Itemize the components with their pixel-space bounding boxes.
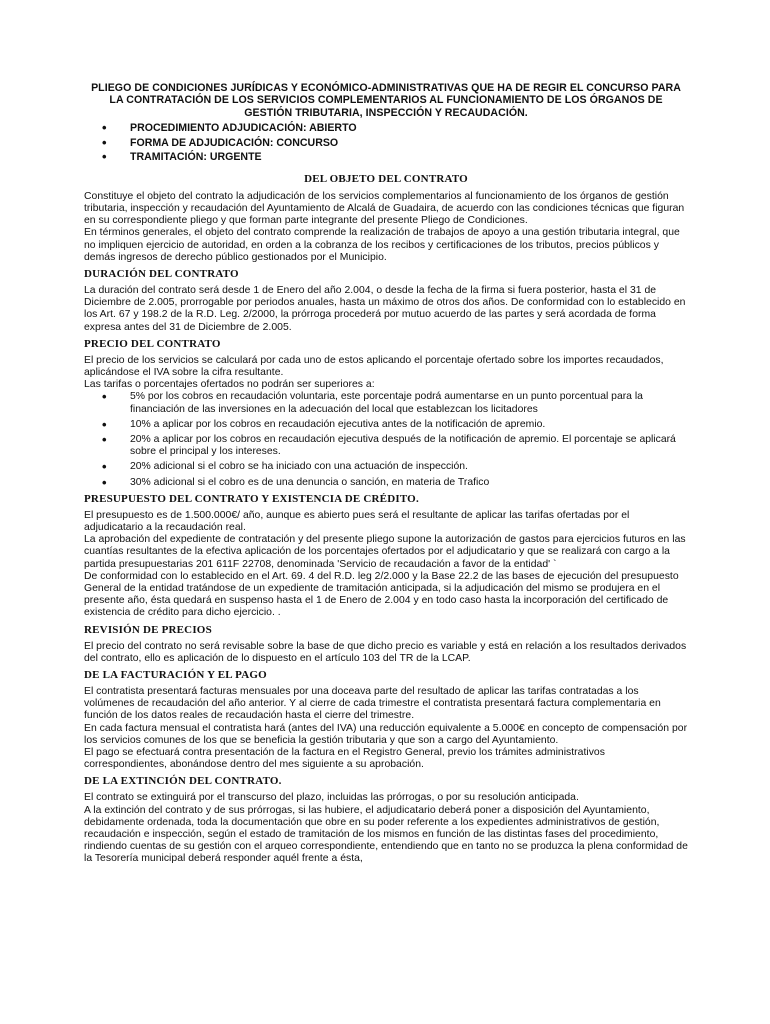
paragraph: El contrato se extinguirá por el transcurso del plazo, incluidas las prórrogas, o por su resolución anticipada. xyxy=(84,792,579,804)
paragraph: El precio de los servicios se calculará por cada uno de estos aplicando el porcentaje ofertado sobre los importes recaudados, aplicándose el IVA sobre la cifra resultante. xyxy=(84,354,664,378)
section-heading: DE LA FACTURACIÓN Y EL PAGO xyxy=(84,669,267,682)
section-presupuesto xyxy=(84,493,688,620)
summary-item: • FORMA DE ADJUDICACIÓN: CONCURSO xyxy=(102,136,688,151)
section-duracion xyxy=(84,268,688,334)
section-extincion xyxy=(84,775,688,865)
section-heading: PRECIO DEL CONTRATO xyxy=(84,337,221,350)
section-heading: REVISIÓN DE PRECIOS xyxy=(84,623,212,636)
section-heading: PRESUPUESTO DEL CONTRATO Y EXISTENCIA DE CRÉDITO. xyxy=(84,492,419,505)
section-heading: DE LA EXTINCIÓN DEL CONTRATO. xyxy=(84,775,282,788)
list-item: • 30% adicional si el cobro es de una denuncia o sanción, en materia de Trafico xyxy=(102,477,688,489)
paragraph: La duración del contrato será desde 1 de Enero del año 2.004, o desde la fecha de la firma si fuera posterior, hasta el 31 de Diciembre de 2.005, prorrogable por periodos anuales, hasta un máximo de otros dos años. De conformidad con lo establecido en los Art. 67 y 198.2 de la R.D. Leg. 2/2000, la prórroga procederá por mutuo acuerdo de las partes y será acordada de forma expresa antes del 31 de Diciembre de 2.005. xyxy=(84,284,686,333)
summary-item: • TRAMITACIÓN: URGENTE xyxy=(102,150,688,165)
paragraph: El presupuesto es de 1.500.000€/ año, aunque es abierto pues será el resultante de aplicar las tarifas ofertadas por el adjudicatario a la recaudación real. xyxy=(84,509,630,533)
summary-item: • PROCEDIMIENTO ADJUDICACIÓN: ABIERTO xyxy=(102,121,688,136)
paragraph: Constituye el objeto del contrato la adjudicación de los servicios complementarios al funcionamiento de los órganos de gestión tributaria, inspección y recaudación del Ayuntamiento de Alcalá de Guadaira, de acuerdo con las condiciones técnicas que figuran en su correspondiente pliego y que forman parte integrante del presente Pliego de Condiciones. xyxy=(84,190,685,227)
paragraph: El pago se efectuará contra presentación de la factura en el Registro General, previo los trámites administrativos correspondientes, abonándose dentro del mes siguiente a su aprobación. xyxy=(84,747,605,771)
list-item: • 5% por los cobros en recaudación voluntaria, este porcentaje podrá aumentarse en un punto porcentual para la financiación de las inversiones en la adecuación del local que establezcan los licitadores xyxy=(102,391,688,415)
paragraph: En cada factura mensual el contratista hará (antes del IVA) una reducción equivalente a 5.000€ en concepto de compensación por los servicios comunes de los que se beneficia la gestión tributaria y que son a cargo del Ayuntamiento. xyxy=(84,722,688,746)
rates-list xyxy=(84,391,688,488)
section-heading: DEL OBJETO DEL CONTRATO xyxy=(304,172,468,185)
paragraph: En términos generales, el objeto del contrato comprende la realización de trabajos de apoyo a una gestión tributaria integral, que no impliquen ejercicio de autoridad, en orden a la cobranza de los recibos y certificaciones de los tributos, precios públicos y demás ingresos de derecho público gestionados por el Municipio. xyxy=(84,227,680,263)
paragraph: Las tarifas o porcentajes ofertados no podrán ser superiores a: xyxy=(84,379,375,391)
section-revision xyxy=(84,624,688,665)
section-facturacion xyxy=(84,669,688,771)
paragraph: De conformidad con lo establecido en el Art. 69. 4 del R.D. leg 2/2.000 y la Base 22.2 de las bases de ejecución del presupuesto General de la entidad tratándose de un expediente de tramitación anticipada, si la adjudicación del mismo se produjera en el presente año, ésta quedará en suspenso hasta el 1 de Enero de 2.004 y en todo caso hasta la incorporación del certificado de existencia de crédito para dicho ejercicio. . xyxy=(84,570,679,619)
summary-list xyxy=(84,121,688,165)
paragraph: El contratista presentará facturas mensuales por una doceava parte del resultado de aplicar las tarifas contratadas a los volúmenes de recaudación del año anterior. Y al cierre de cada trimestre el contratista presentará factura complementaria en función de los datos reales de recaudación hasta el cierre del trimestre. xyxy=(84,686,661,722)
paragraph: La aprobación del expediente de contratación y del presente pliego supone la autorización de gastos para ejercicios futuros en las cuantías resultantes de la efectiva aplicación de los porcentajes ofertados por el adjudicatario y que se realizará con cargo a la partida presupuestarias 201 611F 22708, denominada 'Servicio de recaudación a favor de la entidad' ` xyxy=(84,534,686,570)
list-item: • 20% adicional si el cobro se ha iniciado con una actuación de inspección. xyxy=(102,461,688,473)
document-title: PLIEGO DE CONDICIONES JURÍDICAS Y ECONÓMICO-ADMINISTRATIVAS QUE HA DE REGIR EL CONCURSO PARA LA CONTRATACIÓN DE LOS SERVICIOS COMPLEMENTARIOS AL FUNCIONAMIENTO DE LOS ÓRGANOS DE GESTIÓN TRIBUTARIA, INSPECCIÓN Y RECAUDACIÓN. xyxy=(91,82,681,119)
paragraph: El precio del contrato no será revisable sobre la base de que dicho precio es variable y está en relación a los resultados derivados del contrato, ello es aplicación de lo dispuesto en el artículo 103 del TR de la LCAP. xyxy=(84,640,687,664)
paragraph: A la extinción del contrato y de sus prórrogas, si las hubiere, el adjudicatario deberá poner a disposición del Ayuntamiento, debidamente ordenada, toda la documentación que obre en su poder referente a los expedientes administrativos de gestión, recaudación e inspección, según el estado de tramitación de los mismos en función de las distintas fases del procedimiento, rindiendo cuentas de su gestión con el arqueo correspondiente, entendiendo que en tanto no se produzca la plena conformidad de la Tesorería municipal deberá responder aquél frente a ésta, xyxy=(84,804,688,865)
list-item: • 10% a aplicar por los cobros en recaudación ejecutiva antes de la notificación de apremio. xyxy=(102,419,688,431)
list-item: • 20% a aplicar por los cobros en recaudación ejecutiva después de la notificación de apremio. El porcentaje se aplicará sobre el principal y los intereses. xyxy=(102,434,688,458)
section-heading: DURACIÓN DEL CONTRATO xyxy=(84,267,239,280)
section-precio xyxy=(84,338,688,489)
section-objeto xyxy=(84,173,688,264)
